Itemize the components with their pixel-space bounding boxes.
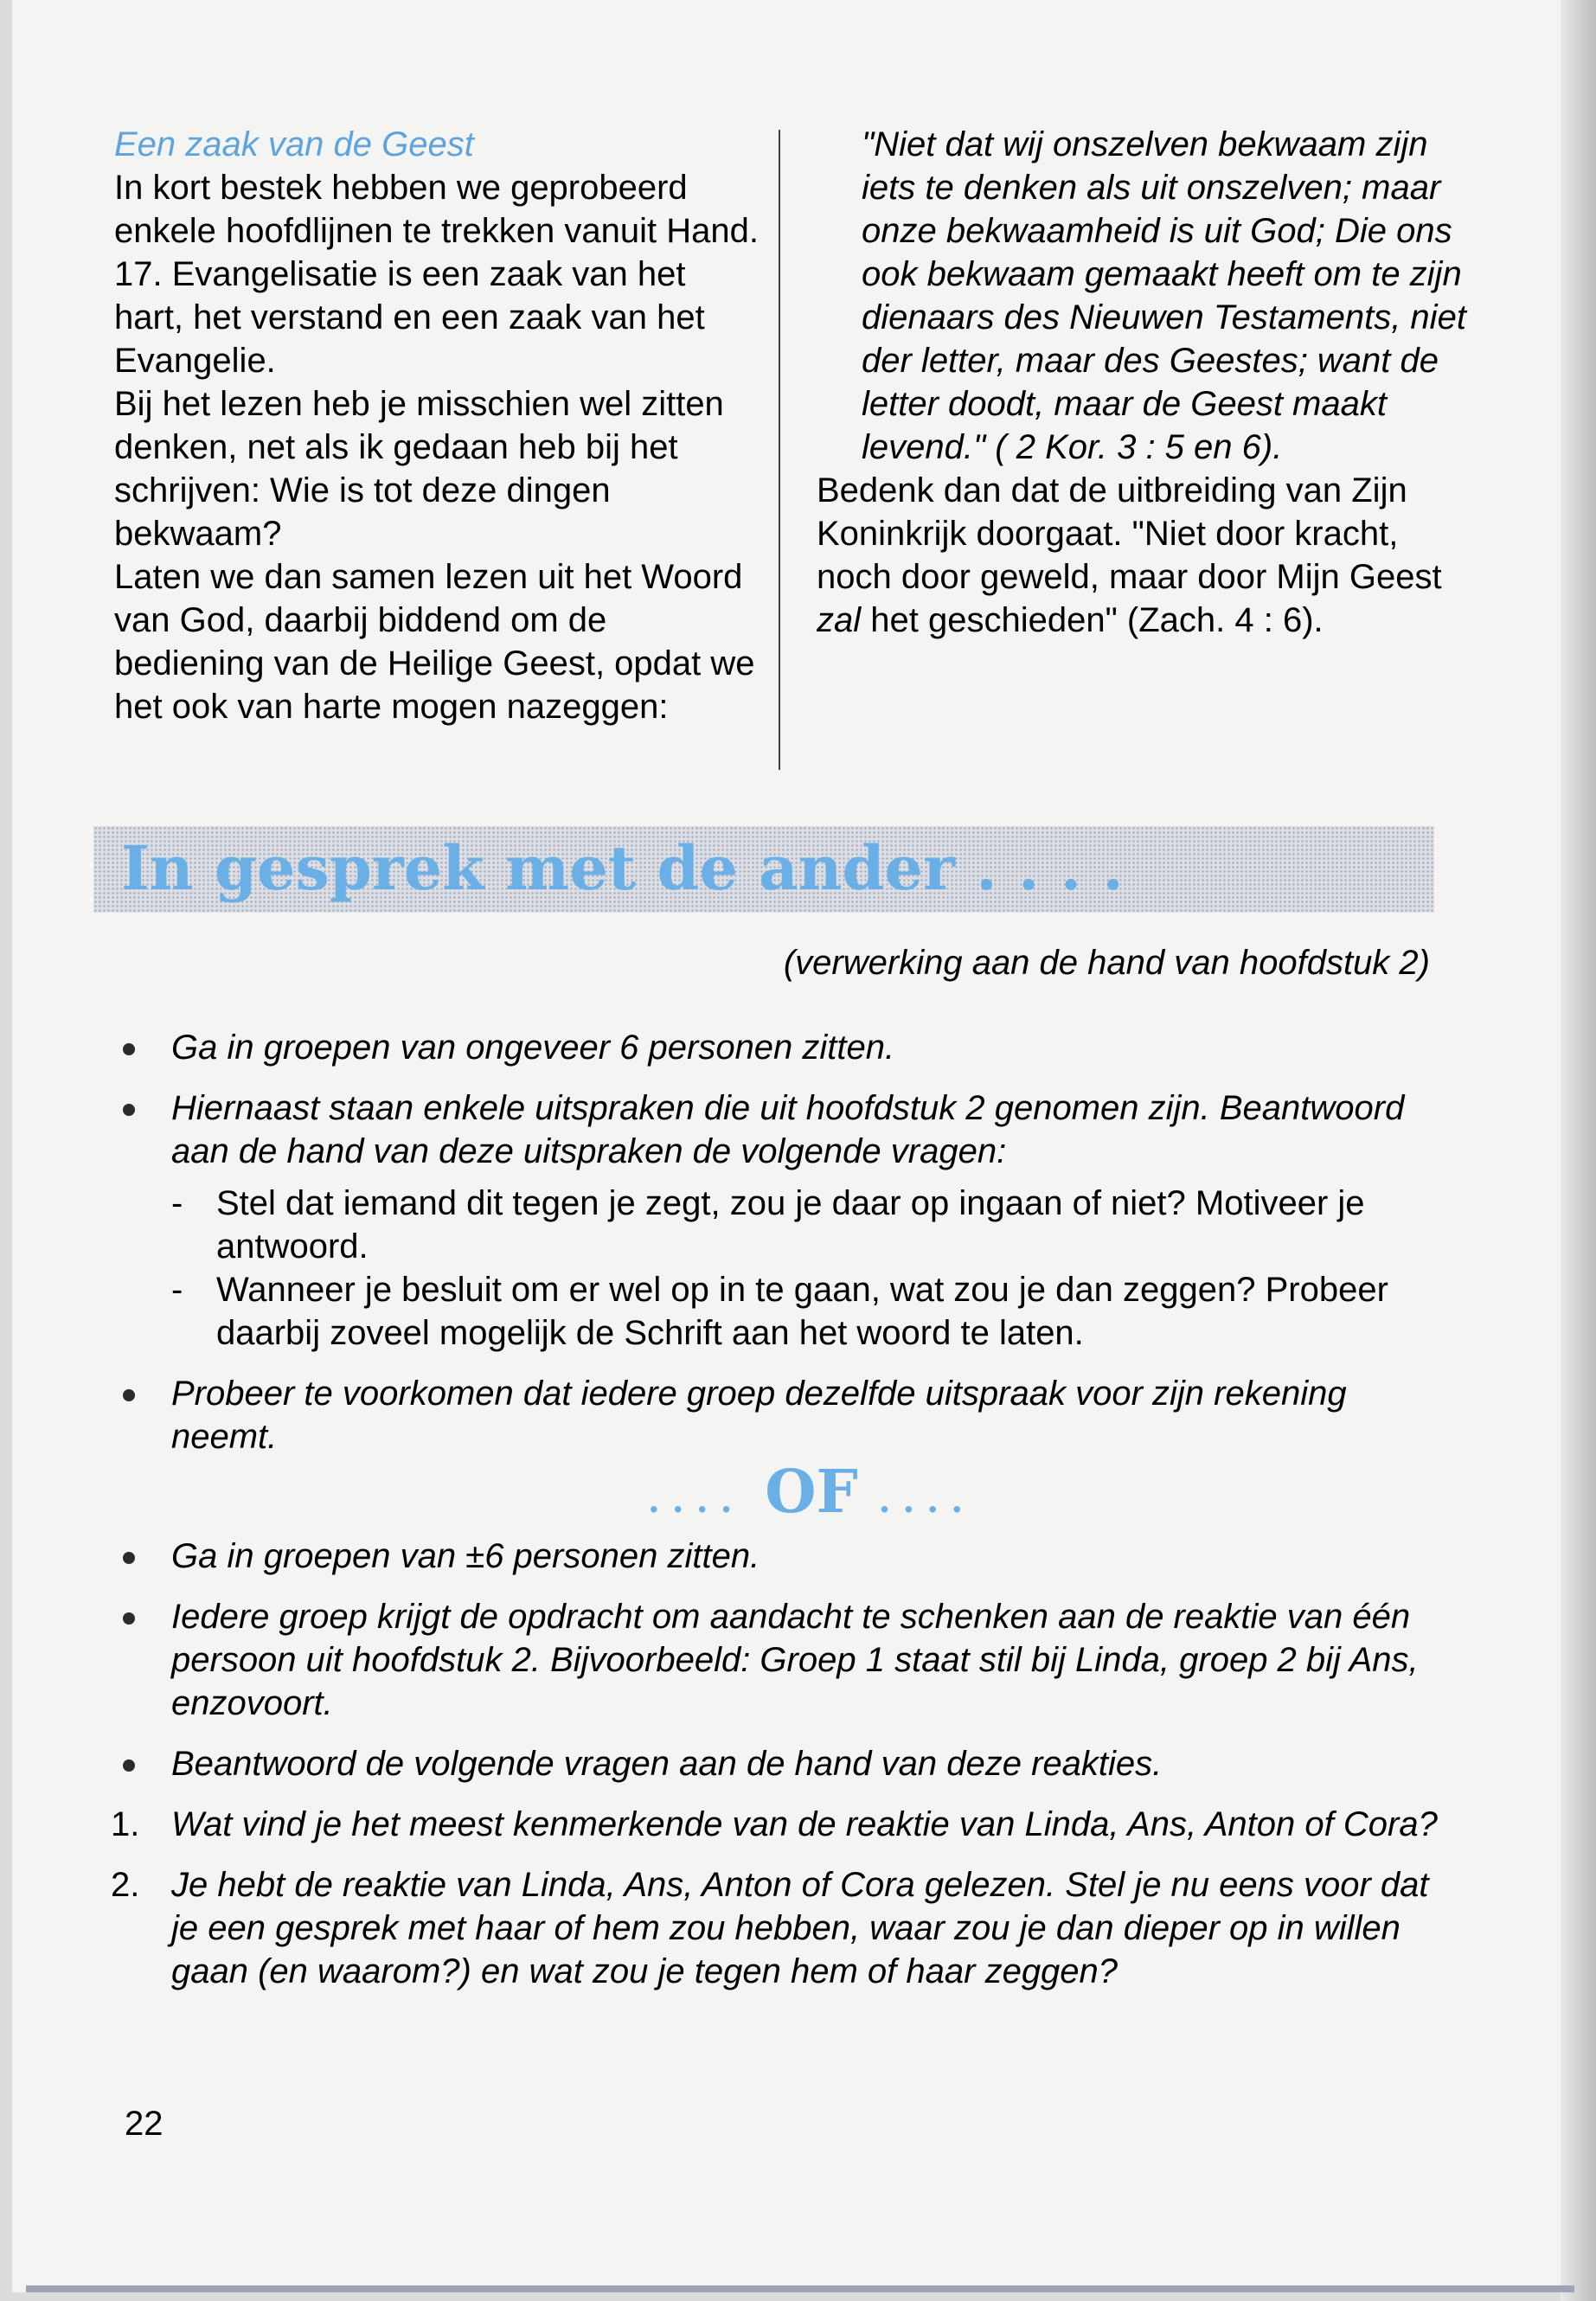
paragraph: Bedenk dan dat de uitbreiding van Zijn Koninkrijk doorgaat. "Niet door kracht, noch door geweld, maar door Mijn Geest zal het geschieden" (Zach. 4 : 6). (817, 471, 1442, 639)
page-number: 22 (125, 2105, 163, 2143)
sub-item: - Wanneer je besluit om er wel op in te gaan, wat zou je dan zeggen? Probeer daarbij zoveel mogelijk de Schrift aan het woord te laten. (216, 1268, 1460, 1355)
left-column (114, 123, 759, 728)
bullet-icon (123, 1104, 135, 1116)
bottom-rule (26, 2285, 1574, 2292)
list-item: Probeer te voorkomen dat iedere groep dezelfde uitspraak voor zijn rekening neemt. (111, 1372, 1460, 1458)
or-label: OF (765, 1458, 858, 1527)
emphasis: zal (817, 601, 862, 639)
numbered-item: 1. Wat vind je het meest kenmerkende van de reaktie van Linda, Ans, Anton of Cora? (111, 1803, 1460, 1846)
list-item: Hiernaast staan enkele uitspraken die uit hoofdstuk 2 genomen zijn. Beantwoord aan de hand van deze uitspraken de volgende vragen: - Stel dat iemand dit tegen je zegt, zou je daar op ingaan of niet? Motiveer je antwoord. - Wanneer je besluit om er wel op in te gaan, wat zou je dan zeggen? Probeer daarbij zoveel mogelijk de Schrift aan het woord te laten. (111, 1086, 1460, 1355)
numbered-item: 2. Je hebt de reaktie van Linda, Ans, Anton of Cora gelezen. Stel je nu eens voor dat je een gesprek met haar of hem zou hebben, waar zou je dan dieper op in willen gaan (en waarom?) en wat zou je tegen hem of haar zeggen? (111, 1863, 1460, 1993)
page-edge (1561, 0, 1596, 2301)
section-subheading: Een zaak van de Geest (114, 125, 474, 163)
list-item: Beantwoord de volgende vragen aan de hand van deze reakties. (111, 1742, 1460, 1785)
dash-marker: - (171, 1271, 183, 1309)
paragraph: Bij het lezen heb je misschien wel zitten denken, net als ik gedaan heb bij het schrijven: Wie is tot deze dingen bekwaam? (114, 385, 724, 553)
bullet-icon (123, 1043, 135, 1055)
bullet-icon (123, 1612, 135, 1625)
right-column (817, 123, 1474, 642)
paragraph: In kort bestek hebben we geprobeerd enkele hoofdlijnen te trekken vanuit Hand. 17. Evangelisatie is een zaak van het hart, het verstand en een zaak van het Evangelie. (114, 169, 759, 380)
bullet-icon (123, 1759, 135, 1772)
sub-list (171, 1182, 1460, 1355)
list-item: Ga in groepen van ongeveer 6 personen zitten. (111, 1026, 1460, 1069)
bullet-icon (123, 1389, 135, 1401)
section-title: In gesprek met de ander . . . . (121, 832, 1124, 904)
paragraph: Laten we dan samen lezen uit het Woord van God, daarbij biddend om de bediening van de Heilige Geest, opdat we het ook van harte mogen nazeggen: (114, 558, 755, 726)
or-divider: .... OF .... (647, 1458, 976, 1527)
section-caption: (verwerking aan de hand van hoofdstuk 2) (783, 944, 1430, 982)
list-item: Iedere groep krijgt de opdracht om aandacht te schenken aan de reaktie van één persoon uit hoofdstuk 2. Bijvoorbeeld: Groep 1 staat stil bij Linda, groep 2 bij Ans, enzovoort. (111, 1595, 1460, 1725)
item-number: 1. (111, 1805, 140, 1843)
bible-quote: "Niet dat wij onszelven bekwaam zijn iets te denken als uit onszelven; maar onze bekwaamheid is uit God; Die ons ook bekwaam gemaakt heeft om te zijn dienaars des Nieuwen Testaments, niet der letter, maar des Geestes; want de letter doodt, maar de Geest maakt levend." ( 2 Kor. 3 : 5 en 6). (862, 125, 1466, 466)
assignment-list (111, 1026, 1460, 2010)
item-number: 2. (111, 1866, 140, 1904)
dash-marker: - (171, 1184, 183, 1222)
sub-item: - Stel dat iemand dit tegen je zegt, zou je daar op ingaan of niet? Motiveer je antwoord. (216, 1182, 1460, 1268)
column-divider (779, 130, 780, 770)
bullet-icon (123, 1552, 135, 1564)
list-item: Ga in groepen van ±6 personen zitten. (111, 1535, 1460, 1578)
